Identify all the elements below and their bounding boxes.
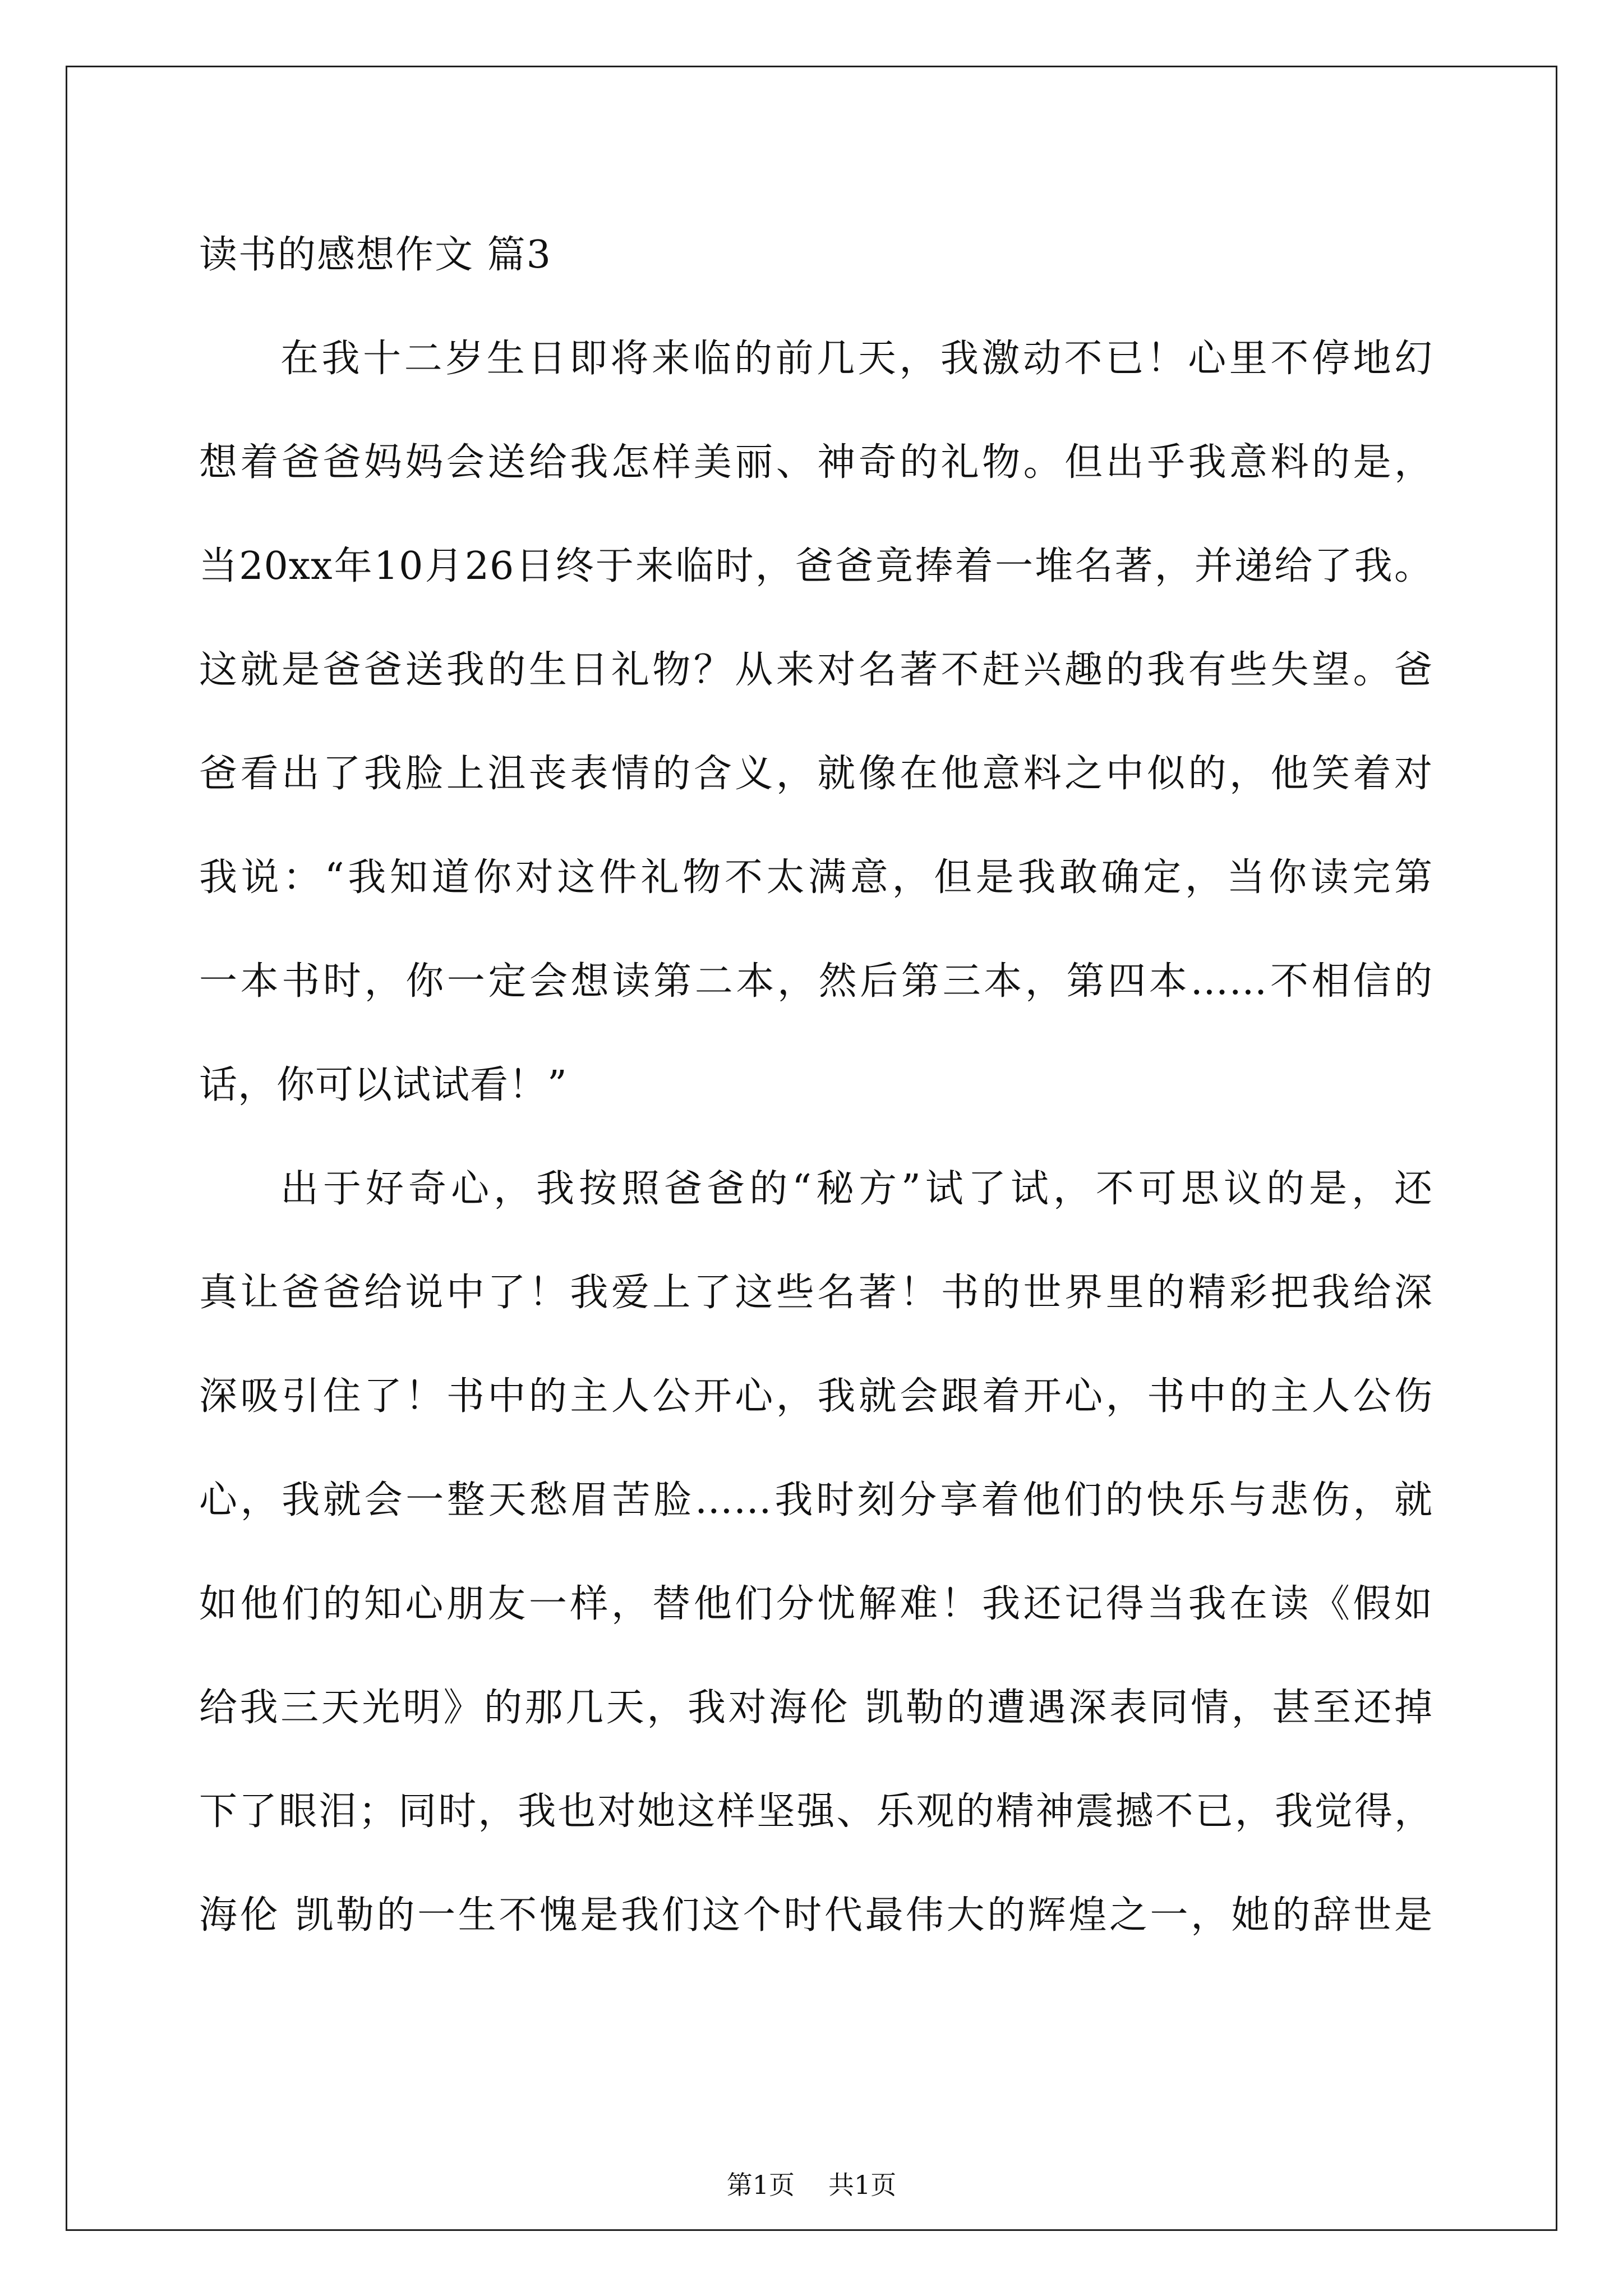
paragraph-1-line-7: 一本书时，你一定会想读第二本，然后第三本，第四本……不相信的 [199, 959, 1433, 1004]
page-number: 第1页 [726, 2170, 795, 2200]
paragraph-1-line-8: 话，你可以试试看！” [199, 1063, 568, 1107]
paragraph-2-line-7: 下了眼泪；同时，我也对她这样坚强、乐观的精神震撼不已，我觉得， [199, 1789, 1433, 1834]
paragraph-2-line-8: 海伦 凯勒的一生不愧是我们这个时代最伟大的辉煌之一，她的辞世是 [199, 1893, 1433, 1938]
paragraph-1-line-3: 当20xx年10月26日终于来临时，爸爸竟捧着一堆名著，并递给了我。 [199, 544, 1433, 588]
paragraph-2-line-5: 如他们的知心朋友一样，替他们分忧解难！我还记得当我在读《假如 [199, 1582, 1433, 1626]
paragraph-1-line-6: 我说：“我知道你对这件礼物不太满意，但是我敢确定，当你读完第 [199, 855, 1433, 900]
paragraph-2-line-1: 出于好奇心，我按照爸爸的“秘方”试了试，不可思议的是，还 [280, 1167, 1433, 1211]
paragraph-1-line-1: 在我十二岁生日即将来临的前几天，我激动不已！心里不停地幻 [280, 337, 1433, 381]
paragraph-2-line-6: 给我三天光明》的那几天，我对海伦 凯勒的遭遇深表同情，甚至还掉 [199, 1686, 1433, 1730]
paragraph-1-line-4: 这就是爸爸送我的生日礼物？从来对名著不赶兴趣的我有些失望。爸 [199, 648, 1433, 692]
page-footer [0, 2168, 1623, 2202]
page-total: 共1页 [828, 2170, 897, 2200]
paragraph-1-line-2: 想着爸爸妈妈会送给我怎样美丽、神奇的礼物。但出乎我意料的是， [199, 440, 1433, 485]
paragraph-1-line-5: 爸看出了我脸上沮丧表情的含义，就像在他意料之中似的，他笑着对 [199, 752, 1433, 796]
paragraph-2-line-4: 心，我就会一整天愁眉苦脸……我时刻分享着他们的快乐与悲伤，就 [199, 1478, 1433, 1522]
paragraph-2-line-2: 真让爸爸给说中了！我爱上了这些名著！书的世界里的精彩把我给深 [199, 1271, 1433, 1315]
paragraph-2-line-3: 深吸引住了！书中的主人公开心，我就会跟着开心，书中的主人公伤 [199, 1374, 1433, 1419]
document-title: 读书的感想作文 篇3 [199, 233, 552, 277]
